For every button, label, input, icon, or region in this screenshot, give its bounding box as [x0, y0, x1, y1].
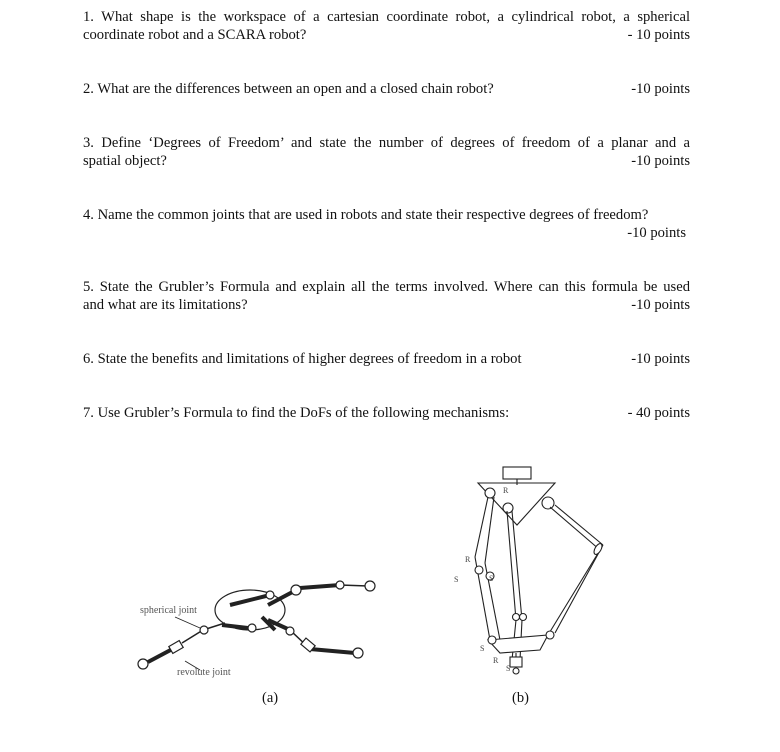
question-3-line-2: spatial object? — [83, 153, 167, 169]
question-5-line-1: 5. State the Grubler’s Formula and explain all the terms involved. Where can this formula be used — [83, 279, 690, 295]
figure-a-joint — [200, 626, 208, 634]
question-2 — [83, 80, 690, 98]
question-4-line-1: 4. Name the common joints that are used in robots and state their respective degrees of freedom? — [83, 207, 649, 223]
figure-b-motor — [503, 467, 531, 479]
question-3-points: -10 points — [631, 153, 690, 169]
question-6 — [83, 350, 690, 368]
figure-b-joint — [485, 488, 495, 498]
figure-b-joint — [513, 668, 519, 674]
figure-b-joint — [520, 614, 527, 621]
question-2-points: -10 points — [631, 81, 690, 97]
figure-b-platform — [488, 635, 548, 653]
figure-b-link — [548, 550, 600, 635]
figure-b-label-r-left: R — [465, 555, 471, 564]
figure-a-link — [230, 595, 270, 605]
question-1-points: - 10 points — [627, 27, 690, 43]
figure-a-joint — [336, 581, 344, 589]
figure-a-joint — [286, 627, 294, 635]
figure-b-end-effector — [510, 657, 522, 667]
question-3 — [83, 134, 690, 170]
figure-b-link — [475, 497, 488, 557]
question-1 — [83, 8, 690, 44]
question-1-line-2: coordinate robot and a SCARA robot? — [83, 27, 307, 43]
figure-a-link — [310, 649, 355, 653]
question-7-points: - 40 points — [627, 405, 690, 421]
question-2-line-1: 2. What are the differences between an open and a closed chain robot? — [83, 81, 494, 97]
figure-a-joint — [248, 624, 256, 632]
mechanism-figures — [0, 445, 780, 745]
figure-b-link — [507, 511, 516, 620]
question-6-line-1: 6. State the benefits and limitations of higher degrees of freedom in a robot — [83, 351, 522, 367]
figure-b-label-s-end: S — [506, 664, 511, 673]
figure-a-joint — [138, 659, 148, 669]
figure-a-leader — [175, 617, 200, 628]
figure-b-link — [555, 545, 603, 633]
spherical-joint-label: spherical joint — [140, 605, 197, 616]
figure-a-joint — [266, 591, 274, 599]
question-4 — [83, 206, 690, 242]
figure-b-label-s-left: S — [454, 575, 459, 584]
figure-b-link — [550, 507, 600, 550]
figure-b-joint — [546, 631, 554, 639]
figure-b-label-r-bottom: R — [493, 656, 499, 665]
question-1-line-1: 1. What shape is the workspace of a cartesian coordinate robot, a cylindrical robot, a spherical — [83, 9, 690, 25]
figure-b-joint — [513, 614, 520, 621]
revolute-joint-label: revolute joint — [177, 667, 231, 678]
figure-b-joint — [475, 566, 483, 574]
figure-b-link — [555, 505, 603, 545]
question-7-line-1: 7. Use Grubler’s Formula to find the DoFs of the following mechanisms: — [83, 405, 510, 421]
figure-a-link — [222, 625, 248, 628]
question-3-line-1: 3. Define ‘Degrees of Freedom’ and state the number of degrees of freedom of a planar and a — [83, 135, 690, 151]
figure-b-link — [512, 511, 522, 620]
figure-a-joint — [291, 585, 301, 595]
figure-a-joint — [353, 648, 363, 658]
figure-a-drawing — [138, 581, 375, 670]
question-5-line-2: and what are its limitations? — [83, 297, 248, 313]
figure-b-label-r-top: R — [503, 486, 509, 495]
figure-a-joint — [365, 581, 375, 591]
question-5 — [83, 278, 690, 314]
figure-b-drawing — [475, 467, 604, 674]
figure-b-caption: (b) — [512, 690, 529, 706]
figure-a-link — [300, 585, 340, 588]
figure-a-caption: (a) — [262, 690, 279, 706]
figure-b-label-s-bottom: S — [480, 644, 485, 653]
question-4-points: -10 points — [627, 225, 686, 241]
figure-b-joint — [542, 497, 554, 509]
figure-b-joint — [488, 636, 496, 644]
question-6-points: -10 points — [631, 351, 690, 367]
question-5-points: -10 points — [631, 297, 690, 313]
figure-b-label-s-mid: S — [489, 574, 494, 583]
question-7 — [83, 404, 690, 422]
